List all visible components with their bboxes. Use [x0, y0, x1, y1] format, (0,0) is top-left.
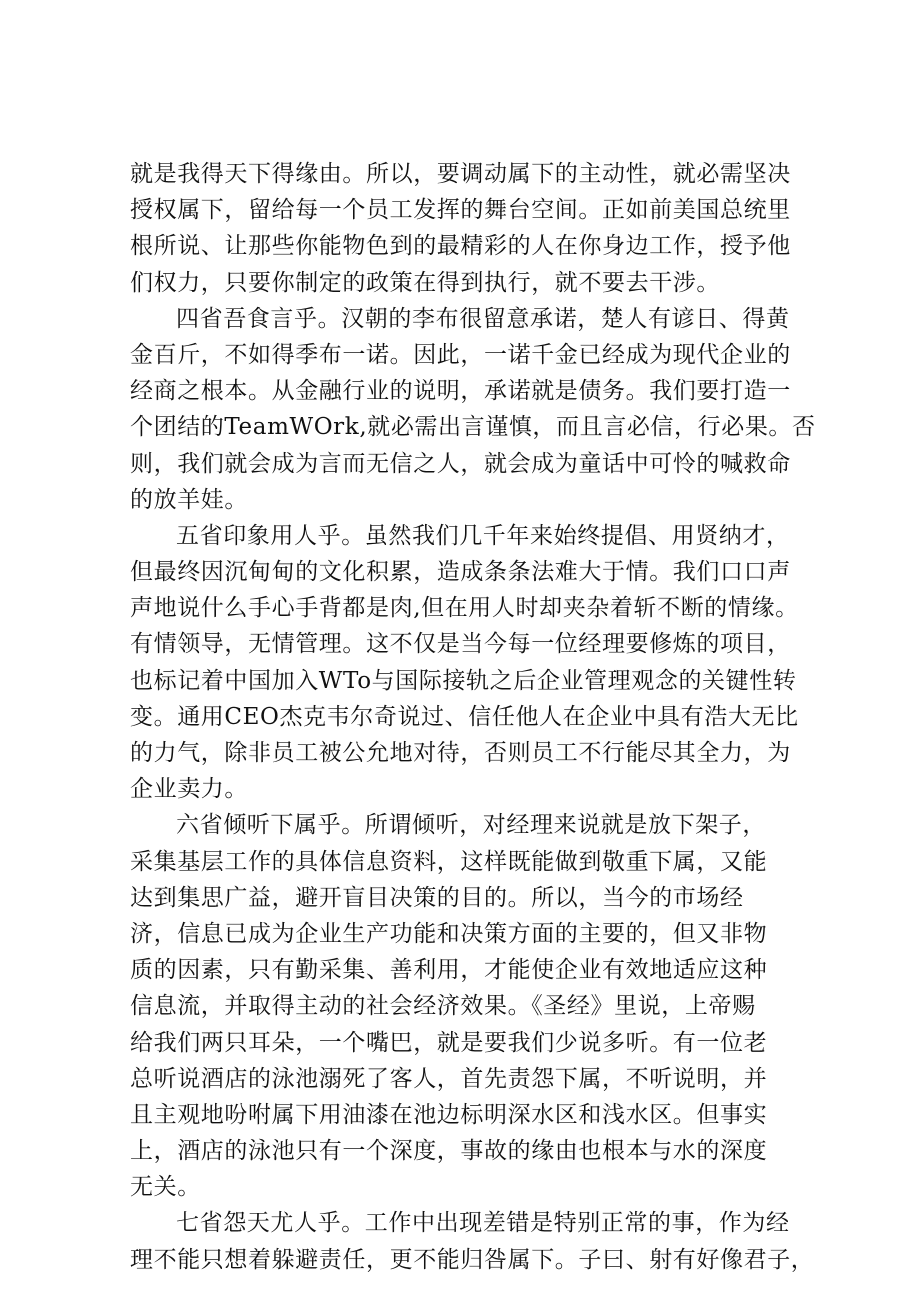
text-line: 的放羊娃。	[130, 486, 248, 513]
text-line: 济，信息已成为企业生产功能和决策方面的主要的，但又非物	[130, 920, 768, 947]
text-line: 采集基层工作的具体信息资料，这样既能做到敬重下属，又能	[130, 848, 768, 875]
text-line: 声地说什么手心手背都是肉,但在用人时却夹杂着斩不断的情缘。	[130, 595, 799, 622]
text-line: 根所说、让那些你能物色到的最精彩的人在你身边工作，授予他	[130, 233, 791, 260]
text-line: 但最终因沉甸甸的文化积累，造成条条法难大于情。我们口口声	[130, 559, 791, 586]
text-line: 企业卖力。	[130, 776, 248, 803]
text-line: 个团结的TeamWOrk,就必需出言谨慎，而且言必信，行必果。否	[130, 414, 816, 441]
text-line: 上，酒店的泳池只有一个深度，事故的缘由也根本与水的深度	[130, 1138, 768, 1165]
text-line: 且主观地吩咐属下用油漆在池边标明深水区和浅水区。但事实	[130, 1101, 768, 1128]
text-line: 变。通用CEO杰克韦尔奇说过、信任他人在企业中具有浩大无比	[130, 703, 799, 730]
text-line: 的力气，除非员工被公允地对待，否则员工不行能尽其全力，为	[130, 740, 791, 766]
text-line: 经商之根本。从金融行业的说明，承诺就是债务。我们要打造一	[130, 378, 791, 405]
text-line: 有情领导，无情管理。这不仅是当今每一位经理要修炼的项目，	[130, 631, 791, 658]
text-line: 给我们两只耳朵，一个嘴巴，就是要我们少说多听。有一位老	[130, 1029, 768, 1056]
paragraph-first-line: 四省吾食言乎。汉朝的李布很留意承诺，楚人有谚日、得黄	[176, 305, 790, 332]
text-line: 们权力，只要你制定的政策在得到执行，就不要去干涉。	[130, 269, 720, 296]
text-line: 金百斤，不如得季布一诺。因此，一诺千金已经成为现代企业的	[130, 341, 791, 368]
paragraph-first-line: 六省倾听下属乎。所谓倾听，对经理来说就是放下架子，	[176, 812, 766, 839]
paragraph-first-line: 五省印象用人乎。虽然我们几千年来始终提倡、用贤纳才，	[176, 522, 790, 549]
text-line: 质的因素，只有勤采集、善利用，才能使企业有效地适应这种	[130, 957, 768, 984]
text-line: 理不能只想着躲避责任，更不能归咎属下。子曰、射有好像君子，	[130, 1246, 815, 1273]
text-line: 总听说酒店的泳池溺死了客人，首先责怨下属，不听说明，并	[130, 1065, 768, 1092]
text-line: 就是我得天下得缘由。所以，要调动属下的主动性，就必需坚决	[130, 161, 791, 187]
text-line: 达到集思广益，避开盲目决策的目的。所以，当今的市场经	[130, 884, 744, 911]
text-line: 无关。	[130, 1174, 201, 1201]
text-line: 授权属下，留给每一个员工发挥的舞台空间。正如前美国总统里	[130, 197, 791, 224]
text-line: 信息流，并取得主动的社会经济效果。《圣经》里说，上帝赐	[130, 993, 756, 1020]
text-line: 也标记着中国加入WTo与国际接轨之后企业管理观念的关键性转	[130, 667, 797, 694]
text-line: 则，我们就会成为言而无信之人，就会成为童话中可怜的喊救命	[130, 450, 791, 477]
body-text	[130, 156, 816, 1278]
paragraph-first-line: 七省怨天尤人乎。工作中出现差错是特别正常的事，作为经	[176, 1210, 790, 1237]
